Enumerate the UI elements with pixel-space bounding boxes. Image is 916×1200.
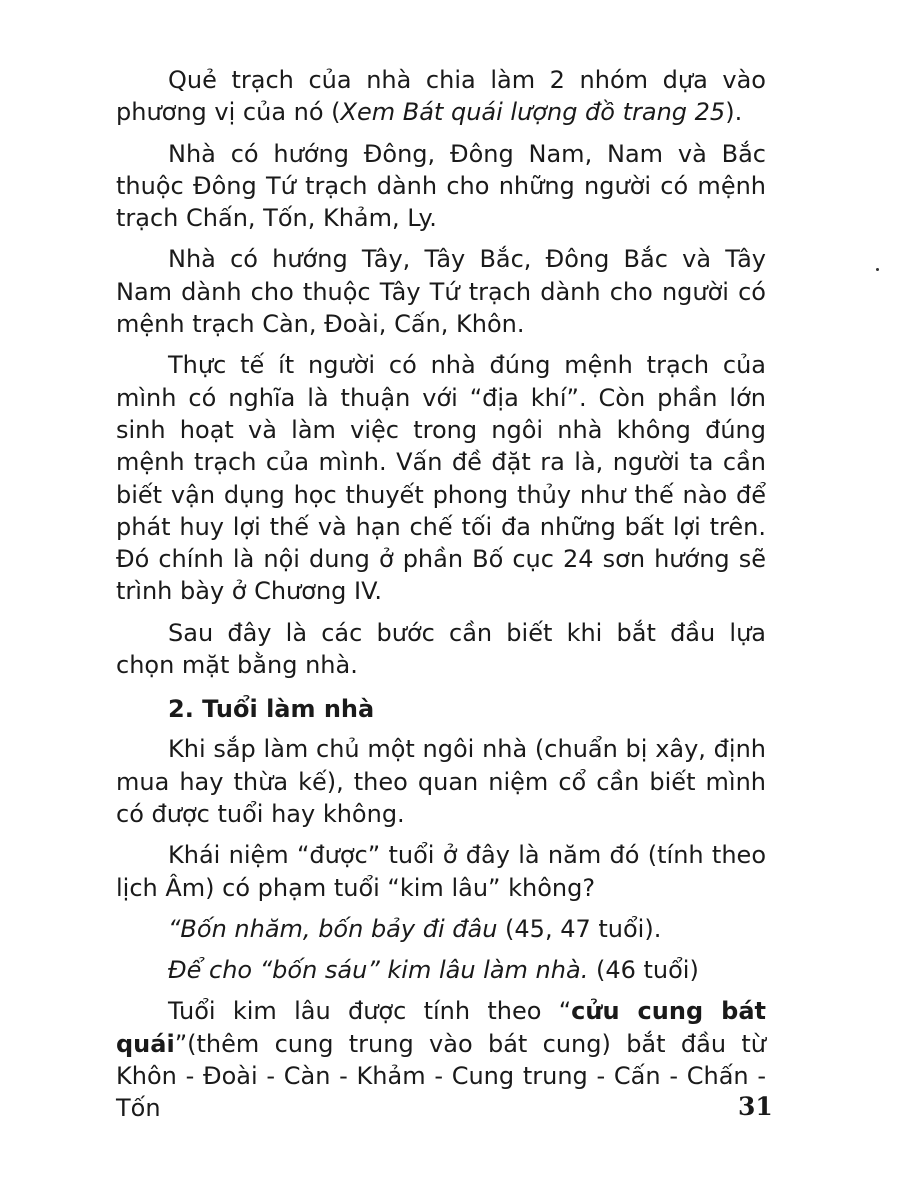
verse-line-1 [116, 913, 766, 945]
verse-tail: (46 tuổi) [588, 956, 699, 985]
verse-italic: “Bốn nhăm, bốn bảy đi đâu [168, 914, 498, 943]
paragraph-west-group: Nhà có hướng Tây, Tây Bắc, Đông Bắc và Tây Nam dành cho thuộc Tây Tứ trạch dành cho người có mệnh trạch Càn, Đoài, Cấn, Khôn. [116, 245, 766, 339]
verse-italic: Để cho “bốn sáu” kim lâu làm nhà. [168, 956, 589, 985]
paragraph-text: ). [725, 98, 743, 127]
page-number: 31 [738, 1092, 773, 1121]
section-heading: 2. Tuổi làm nhà [168, 695, 375, 724]
paragraph-nine-palaces [116, 995, 766, 1124]
bold-term: cửu cung bát quái [116, 997, 766, 1058]
print-speck [876, 268, 879, 271]
paragraph-next-steps: Sau đây là các bước cần biết khi bắt đầu lựa chọn mặt bằng nhà. [116, 618, 766, 680]
paragraph-reality: Thực tế ít người có nhà đúng mệnh trạch của mình có nghĩa là thuận với “địa khí”. Còn phần lớn sinh hoạt và làm việc trong ngôi nhà không đúng mệnh trạch của mình. Vấn đề đặt ra là, người ta cần biết vận dụng học thuyết phong thủy như thế nào để phát huy lợi thế và hạn chế tối đa những bất lợi trên. Đó chính là nội dung ở phần Bố cục 24 sơn hướng sẽ trình bày ở Chương IV. [116, 351, 766, 606]
verse-line-2 [116, 954, 766, 986]
paragraph-house-groups [116, 64, 766, 129]
verse-tail: (45, 47 tuổi). [497, 914, 662, 943]
italic-reference: Xem Bát quái lượng đồ trang 25 [340, 98, 726, 127]
paragraph-owner-age: Khi sắp làm chủ một ngôi nhà (chuẩn bị xây, định mua hay thừa kế), theo quan niệm cổ cần biết mình có được tuổi hay không. [116, 735, 766, 828]
paragraph-kim-lau-concept: Khái niệm “được” tuổi ở đây là năm đó (tính theo lịch Âm) có phạm tuổi “kim lâu” không? [116, 841, 766, 902]
paragraph-text: Quẻ trạch của nhà chia làm 2 nhóm dựa vào phương vị của nó ( [116, 66, 766, 127]
paragraph-text: Tuổi kim lâu được tính theo “ [168, 997, 572, 1026]
body-text [116, 64, 766, 1134]
paragraph-text: ”(thêm cung trung vào bát cung) bắt đầu từ Khôn - Đoài - Càn - Khảm - Cung trung - Cấn - Chấn - Tốn [116, 1029, 766, 1123]
paragraph-east-group: Nhà có hướng Đông, Đông Nam, Nam và Bắc thuộc Đông Tứ trạch dành cho những người có mệnh trạch Chấn, Tốn, Khảm, Ly. [116, 139, 766, 233]
